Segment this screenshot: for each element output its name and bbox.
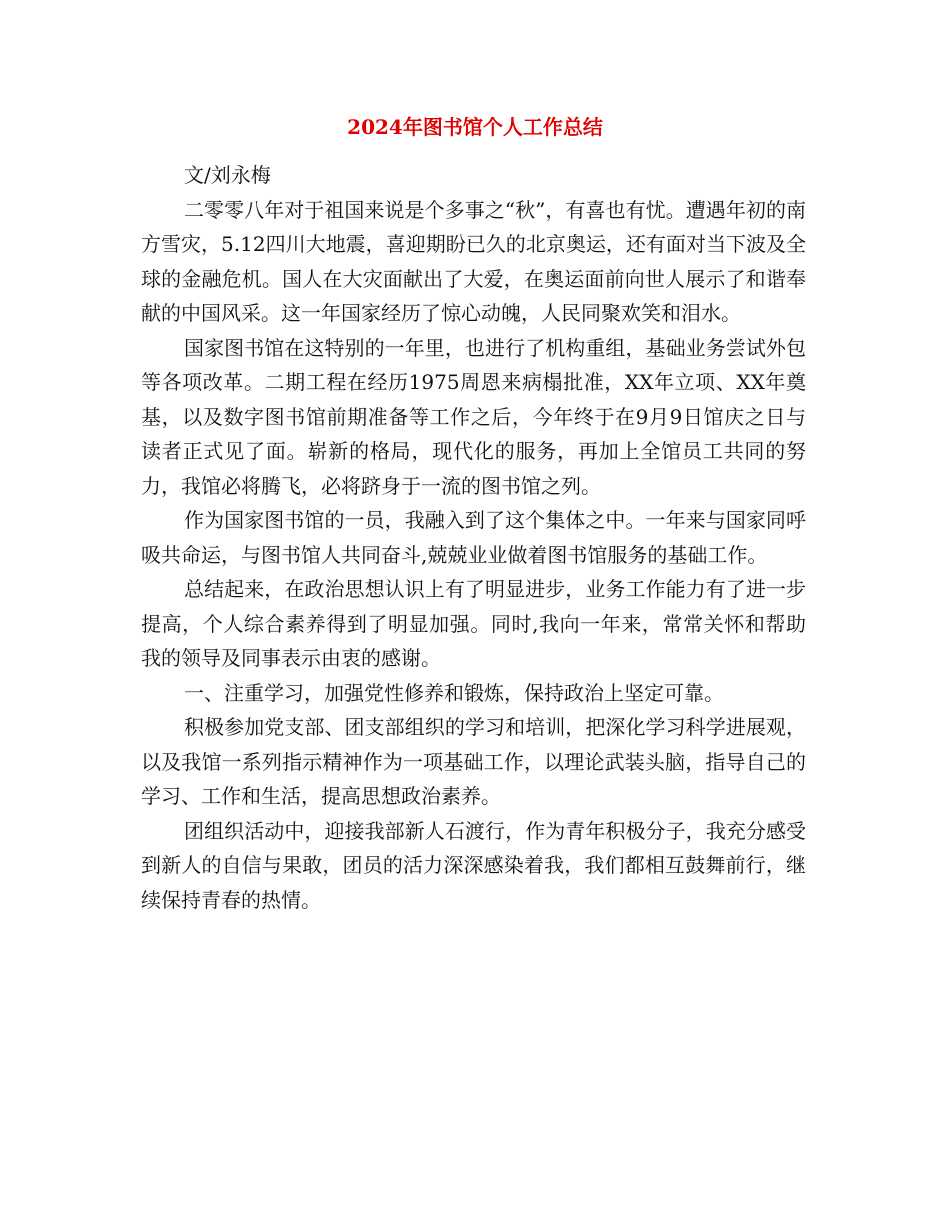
document-body — [141, 158, 806, 917]
section-heading-1: 一、注重学习，加强党性修养和锻炼，保持政治上坚定可靠。 — [184, 680, 724, 705]
paragraph-3: 作为国家图书馆的一员，我融入到了这个集体之中。一年来与国家同呼吸共命运，与图书馆人共同奋斗,兢兢业业做着图书馆服务的基础工作。 — [141, 508, 806, 567]
document-title: 2024年图书馆个人工作总结 — [347, 115, 603, 139]
paragraph-6: 团组织活动中，迎接我部新人石渡行，作为青年积极分子，我充分感受到新人的自信与果敢，团员的活力深深感染着我，我们都相互鼓舞前行，继续保持青春的热情。 — [141, 818, 806, 912]
paragraph-2: 国家图书馆在这特别的一年里，也进行了机构重组，基础业务尝试外包等各项改革。二期工程在经历1975周恩来病榻批准，XX年立项、XX年奠基，以及数字图书馆前期准备等工作之后，今年终于在9月9日馆庆之日与读者正式见了面。崭新的格局，现代化的服务，再加上全馆员工共同的努力，我馆必将腾飞，必将跻身于一流的图书馆之列。 — [141, 335, 806, 498]
paragraph-4: 总结起来，在政治思想认识上有了明显进步，业务工作能力有了进一步提高，个人综合素养得到了明显加强。同时,我向一年来，常常关怀和帮助我的领导及同事表示由衷的感谢。 — [141, 577, 806, 670]
byline: 文/刘永梅 — [184, 163, 271, 187]
paragraph-1: 二零零八年对于祖国来说是个多事之“秋”，有喜也有忧。遭遇年初的南方雪灾，5.12四川大地震，喜迎期盼已久的北京奥运，还有面对当下波及全球的金融危机。国人在大灾面献出了大爱，在奥运面前向世人展示了和谐奉献的中国风采。这一年国家经历了惊心动魄，人民同聚欢笑和泪水。 — [141, 197, 806, 325]
paragraph-5: 积极参加党支部、团支部组织的学习和培训，把深化学习科学进展观，以及我馆一系列指示精神作为一项基础工作，以理论武装头脑，指导自己的学习、工作和生活，提高思想政治素养。 — [141, 715, 806, 808]
